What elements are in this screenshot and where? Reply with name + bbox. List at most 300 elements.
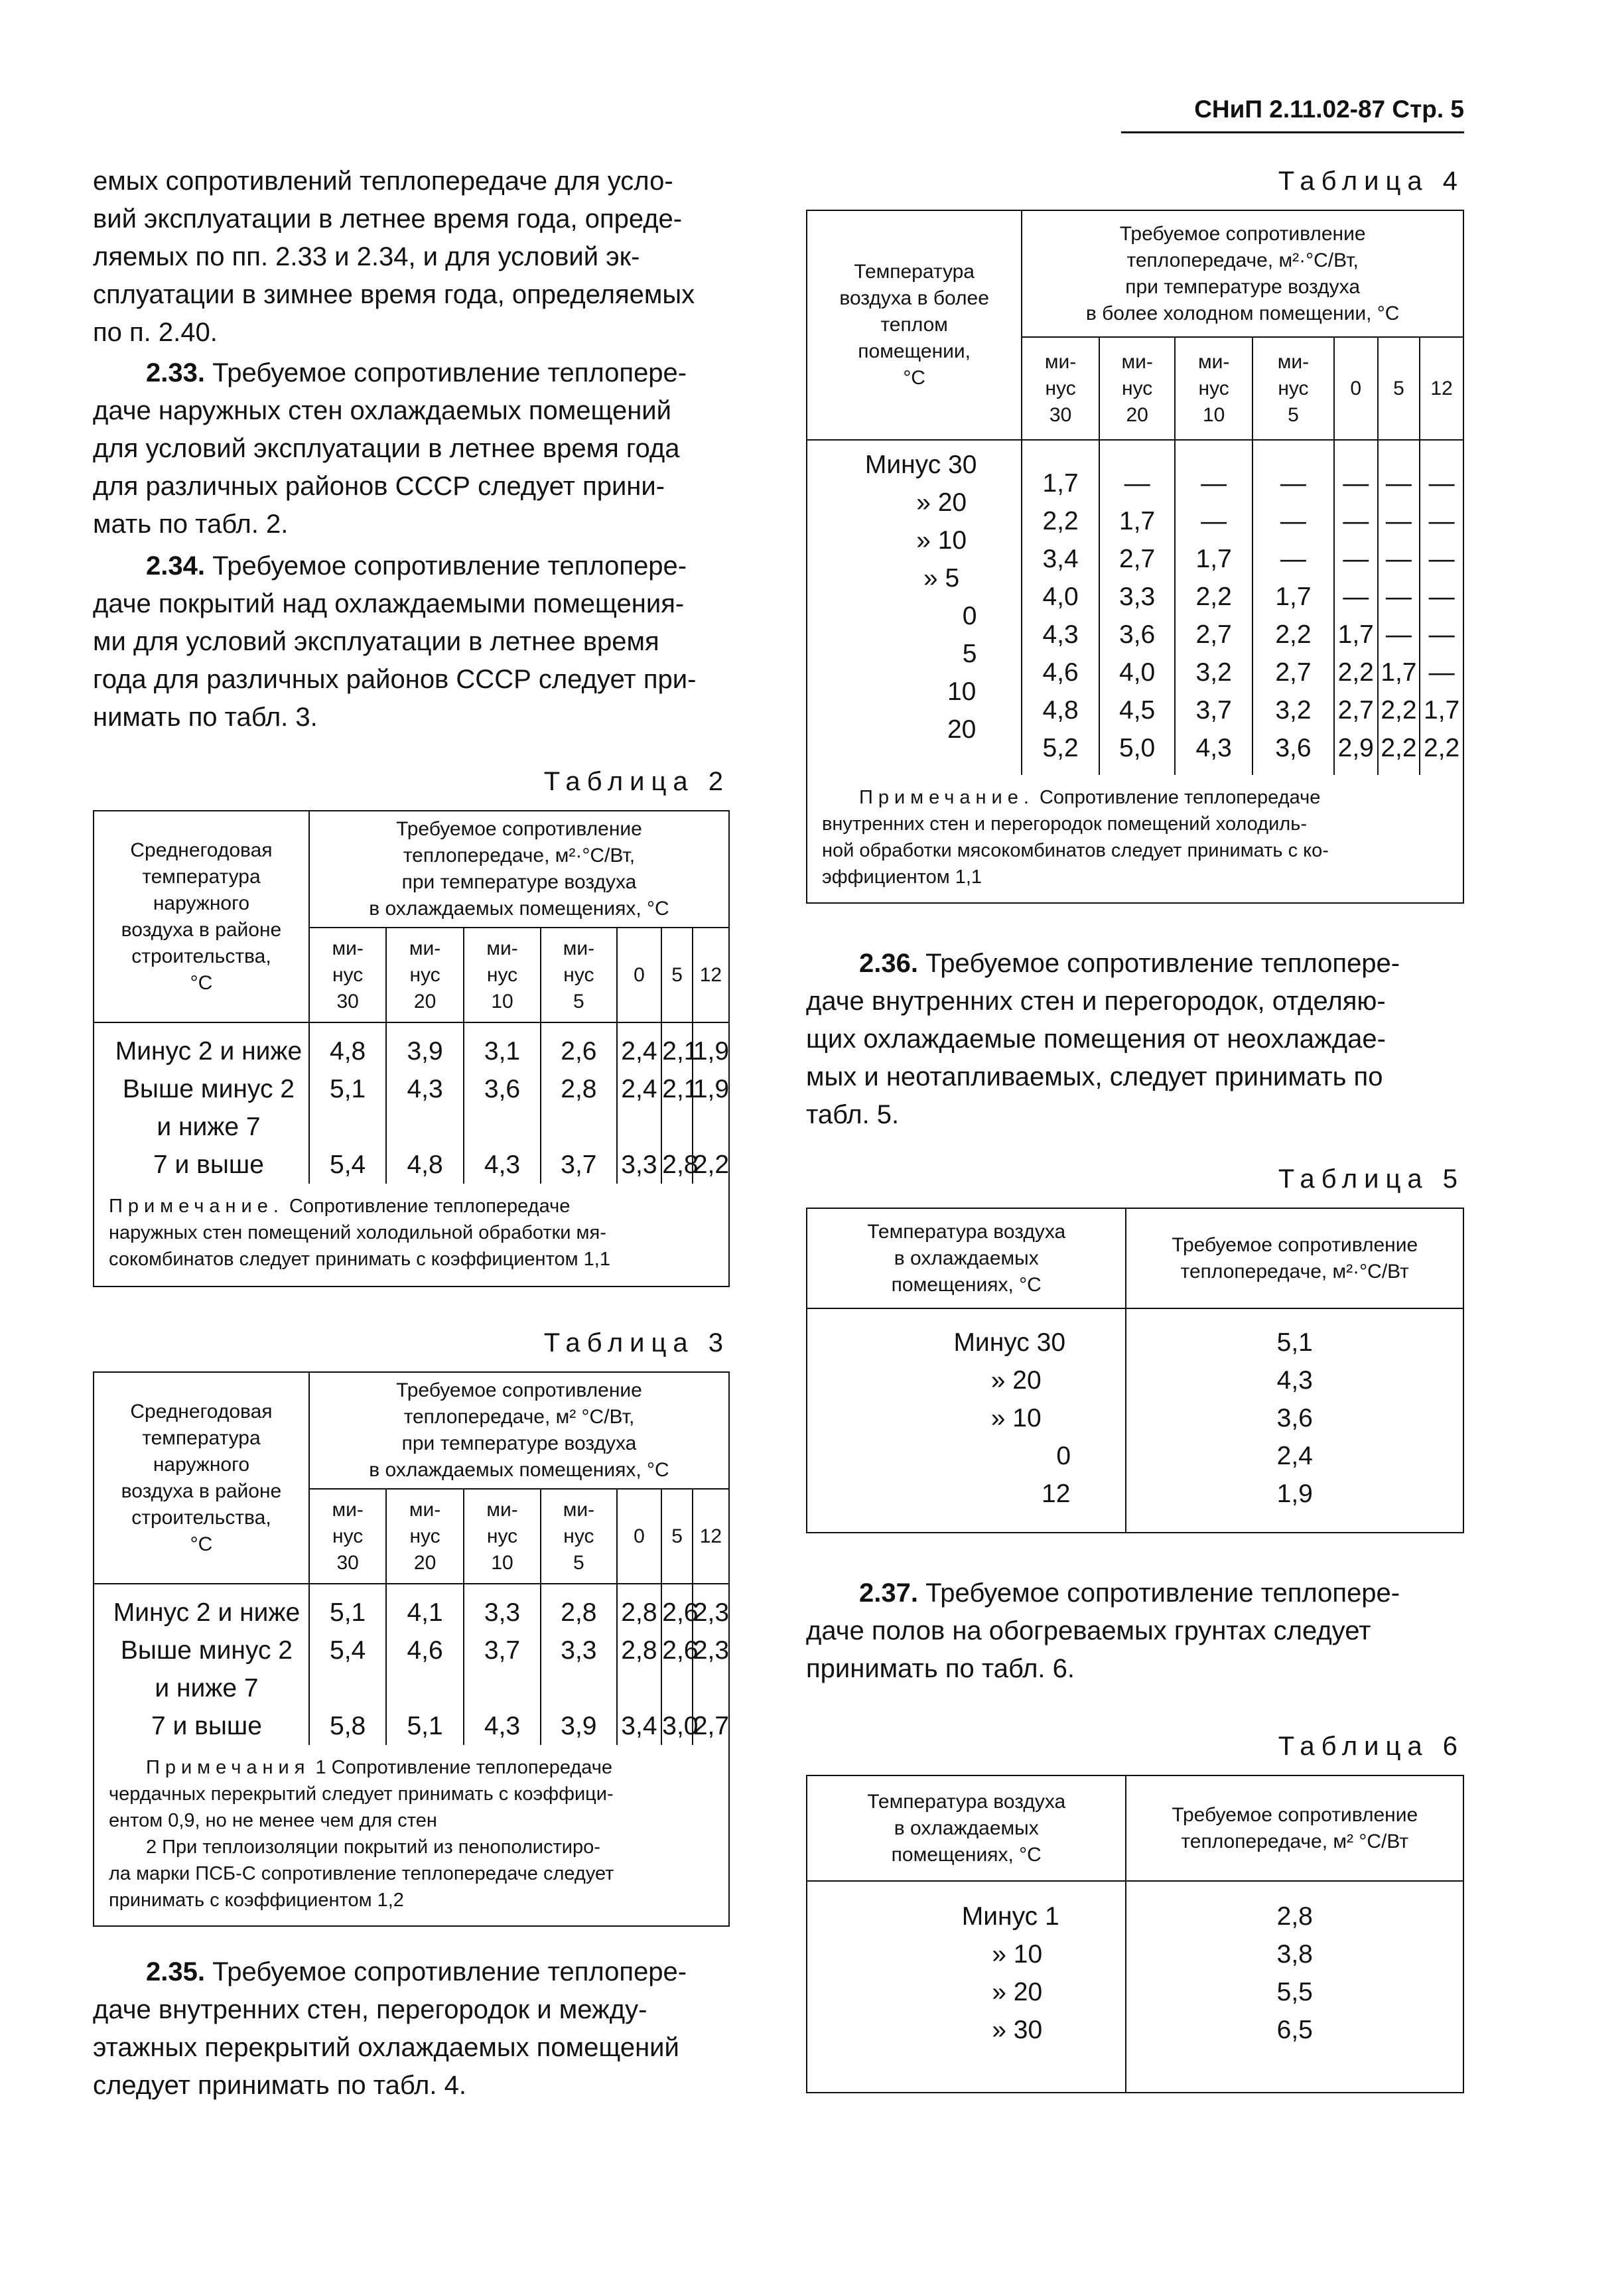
header-line: °С (190, 1533, 213, 1555)
header-line: 10 (491, 1551, 513, 1574)
column-header-5: 5 (1378, 337, 1420, 440)
row-label: » 10 (992, 1940, 1043, 1969)
column-header-minus-10 (464, 928, 541, 1022)
table-cell: 4,1 (407, 1598, 443, 1627)
text-line: по п. 2.40. (93, 318, 218, 347)
header-line: теплопередаче, м² °С/Вт, (403, 1406, 635, 1428)
row-label: 0 (962, 602, 977, 630)
intro-paragraph (93, 163, 730, 352)
table-cell: 3,7 (1195, 696, 1232, 725)
table-cell: 5,2 (1042, 734, 1079, 762)
table-cell: 2,7 (1119, 545, 1156, 573)
note-line: ной обработки мясокомбинатов следует принимать с ко- (822, 840, 1329, 861)
table-cell: — (1343, 583, 1369, 611)
column-header-5: 5 (661, 928, 693, 1022)
column-header-12: 12 (693, 1489, 728, 1584)
header-line: Температура (854, 261, 975, 283)
paragraph-number: 2.34. (146, 551, 205, 581)
note-line: 1 Сопротивление теплопередаче (315, 1757, 613, 1778)
header-line: Требуемое сопротивление (396, 1379, 642, 1401)
left-column (93, 163, 730, 2105)
row-label: 20 (947, 715, 977, 744)
table-cell: 2,7 (1275, 658, 1312, 687)
values-column (1126, 1881, 1463, 2092)
note-line: ла марки ПСБ-С сопротивление теплопередаче следует (109, 1863, 614, 1884)
row-label: 7 и выше (151, 1712, 262, 1740)
header-line: теплопередаче, м²·°С/Вт, (1126, 249, 1359, 271)
paragraph-number: 2.37. (859, 1578, 918, 1608)
text-line: табл. 5. (806, 1100, 900, 1129)
table-cell: 4,3 (484, 1150, 521, 1179)
table-cell: 2,4 (621, 1075, 657, 1103)
table-cell: 4,6 (1042, 658, 1079, 687)
table-cell: — (1385, 620, 1412, 649)
table-cell: 3,7 (561, 1150, 597, 1179)
table-cell: — (1428, 545, 1455, 573)
text-line: Требуемое сопротивление теплопере- (204, 358, 687, 387)
row-label: и ниже 7 (157, 1113, 261, 1141)
row-header-cell (94, 811, 309, 1022)
table-3-caption: Таблица 3 (543, 1328, 730, 1357)
row-labels (807, 1881, 1126, 2092)
paragraph-2-36 (806, 945, 1464, 1134)
table-cell: 1,9 (693, 1075, 730, 1103)
table-cell: 2,8 (621, 1598, 657, 1627)
table-cell: 2,2 (1424, 734, 1460, 762)
table-cell: 2,1 (662, 1075, 699, 1103)
table-cell: — (1280, 507, 1306, 535)
header-line: температура (142, 865, 261, 888)
header-line: в охлаждаемых помещениях, °С (369, 1459, 669, 1481)
table-cell: 4,5 (1119, 696, 1156, 725)
table-cell: — (1428, 469, 1455, 498)
table-cell: 1,7 (1195, 545, 1232, 573)
note-heading: Примечание. (109, 1196, 284, 1217)
row-label: 10 (947, 677, 977, 706)
row-label: Выше минус 2 (120, 1636, 293, 1665)
header-line: нус (1198, 377, 1229, 399)
table-cell: 4,3 (1042, 620, 1079, 649)
header-line: °С (190, 971, 213, 994)
table-3 (93, 1371, 730, 1927)
table-cell: 1,7 (1119, 507, 1156, 535)
table-cell: 2,7 (693, 1712, 730, 1740)
note-line: Сопротивление теплопередаче (1039, 787, 1321, 808)
header-line: строительства, (131, 945, 271, 967)
row-label: 7 и выше (153, 1150, 264, 1179)
text-line: этажных перекрытий охлаждаемых помещений (93, 2033, 679, 2062)
table-cell: 2,2 (1042, 507, 1079, 535)
table-cell: 3,2 (1195, 658, 1232, 687)
header-line: в охлаждаемых (894, 1247, 1039, 1269)
row-label: » 10 (916, 526, 967, 555)
text-line: года для различных районов СССР следует при- (93, 665, 697, 694)
table-cell: — (1343, 545, 1369, 573)
row-label: Минус 2 и ниже (115, 1037, 303, 1066)
row-header-cell (94, 1373, 309, 1584)
row-labels (807, 440, 1022, 775)
header-line: Требуемое сопротивление (1172, 1233, 1418, 1256)
header-line: Требуемое сопротивление (396, 818, 642, 840)
table-cell: 5,8 (330, 1712, 366, 1740)
table-cell: 5,1 (1276, 1328, 1313, 1357)
values-column (693, 1022, 728, 1184)
paragraph-2-35 (93, 1953, 730, 2105)
table-cell: — (1124, 469, 1150, 498)
header-line: 5 (1288, 403, 1299, 426)
header-line: воздуха в районе (121, 1480, 282, 1502)
table-cell: 3,6 (484, 1075, 521, 1103)
table-cell: 2,4 (1276, 1442, 1313, 1470)
values-column (464, 1022, 541, 1184)
text-line: даче покрытий над охлаждаемыми помещения- (93, 589, 685, 618)
values-column (386, 1584, 463, 1745)
header-line: при температуре воздуха (401, 871, 637, 893)
row-label: » 20 (992, 1978, 1043, 2006)
table-cell: 2,2 (1337, 658, 1374, 687)
table-cell: 2,1 (662, 1037, 699, 1066)
text-line: следует принимать по табл. 4. (93, 2071, 466, 2100)
table-cell: 5,1 (407, 1712, 443, 1740)
text-line: даче внутренних стен, перегородок и между- (93, 1995, 647, 2024)
row-label: » 20 (916, 488, 967, 517)
table-cell: 3,3 (621, 1150, 657, 1179)
text-line: даче наружных стен охлаждаемых помещений (93, 396, 671, 425)
header-line: нус (563, 963, 594, 986)
column-header-minus-30 (309, 1489, 386, 1584)
header-line: Температура воздуха (867, 1220, 1066, 1243)
header-line: ми- (1044, 350, 1077, 373)
text-line: принимать по табл. 6. (806, 1654, 1075, 1683)
text-line: даче внутренних стен и перегородок, отделяю- (806, 987, 1386, 1016)
right-column (806, 163, 1464, 2093)
table-cell: 5,1 (330, 1598, 366, 1627)
table-cell: 4,3 (484, 1712, 521, 1740)
header-line: нус (409, 963, 440, 986)
paragraph-number: 2.36. (859, 949, 918, 978)
column-header-temperature (807, 1776, 1126, 1881)
header-line: нус (409, 1525, 440, 1547)
table-cell: — (1428, 507, 1455, 535)
header-line: ми- (486, 937, 518, 959)
text-line: емых сопротивлений теплопередаче для усло- (93, 167, 673, 196)
header-line: помещениях, °С (891, 1273, 1042, 1296)
row-label: 12 (1042, 1480, 1071, 1508)
table-cell: 5,1 (330, 1075, 366, 1103)
header-line: нус (332, 963, 364, 986)
column-header-minus-5 (541, 1489, 616, 1584)
table-cell: — (1201, 469, 1227, 498)
table-cell: — (1428, 620, 1455, 649)
note-line: эффициентом 1,1 (822, 867, 982, 888)
column-header-0: 0 (1334, 337, 1378, 440)
text-line: сплуатации в зимнее время года, определяемых (93, 280, 695, 309)
header-line: в охлаждаемых (894, 1817, 1039, 1839)
header-line: в охлаждаемых помещениях, °С (369, 898, 669, 920)
row-label: » 30 (992, 2016, 1043, 2044)
table-cell: 3,6 (1119, 620, 1156, 649)
header-line: 10 (1202, 403, 1225, 426)
values-column (1378, 440, 1420, 775)
values-column (1252, 440, 1334, 775)
row-label: 5 (962, 640, 977, 668)
column-header-minus-30 (309, 928, 386, 1022)
values-column (309, 1584, 386, 1745)
table-cell: 2,6 (662, 1636, 699, 1665)
values-column (661, 1022, 699, 1184)
table-cell: 1,7 (1381, 658, 1417, 687)
row-label: Минус 1 (961, 1902, 1059, 1931)
header-line: при температуре воздуха (1125, 275, 1360, 298)
note-line: наружных стен помещений холодильной обработки мя- (109, 1222, 606, 1243)
table-cell: 2,3 (693, 1636, 730, 1665)
column-header-minus-20 (1099, 337, 1175, 440)
table-cell: 5,4 (330, 1636, 366, 1665)
table-cell: 3,3 (484, 1598, 521, 1627)
table-cell: 2,2 (1195, 583, 1232, 611)
values-column (1175, 440, 1252, 775)
table-2-caption: Таблица 2 (543, 767, 730, 796)
header-line: в более холодном помещении, °С (1085, 302, 1400, 324)
header-line: нус (486, 1525, 518, 1547)
table-cell: 5,5 (1276, 1978, 1313, 2006)
table-cell: 1,9 (1276, 1480, 1313, 1508)
values-column (1099, 440, 1175, 775)
table-4-note (807, 775, 1463, 902)
header-line: 10 (491, 990, 513, 1012)
row-label: Минус 2 и ниже (113, 1598, 301, 1627)
table-cell: 1,9 (693, 1037, 730, 1066)
header-line: нус (1278, 377, 1309, 399)
table-cell: — (1280, 469, 1306, 498)
column-group-header (309, 1373, 728, 1489)
header-line: теплом (880, 314, 948, 336)
row-label: Минус 30 (953, 1328, 1066, 1357)
row-label: 0 (1056, 1442, 1071, 1470)
table-cell: 3,6 (1276, 1404, 1313, 1432)
note-line: Сопротивление теплопередаче (289, 1196, 571, 1217)
text-line: нимать по табл. 3. (93, 703, 318, 732)
table-cell: 3,1 (484, 1037, 521, 1066)
table-cell: 2,2 (1275, 620, 1312, 649)
header-line: теплопередаче, м² °С/Вт (1181, 1830, 1409, 1852)
column-header-resistance (1126, 1209, 1463, 1308)
note-line: ентом 0,9, но не менее чем для стен (109, 1810, 437, 1831)
header-line: 20 (413, 1551, 437, 1574)
paragraph-2-37 (806, 1574, 1464, 1688)
table-5 (806, 1208, 1464, 1533)
header-line: наружного (153, 1453, 250, 1476)
paragraph-number: 2.33. (146, 358, 205, 387)
table-cell: 3,6 (1275, 734, 1312, 762)
header-line: нус (332, 1525, 364, 1547)
table-5-caption: Таблица 5 (1278, 1164, 1464, 1194)
text-line: мых и неотапливаемых, следует принимать по (806, 1062, 1383, 1091)
column-group-header (309, 811, 728, 928)
table-cell: 5,0 (1119, 734, 1156, 762)
running-header: СНиП 2.11.02-87 Стр. 5 (1194, 96, 1464, 123)
header-line: нус (486, 963, 518, 986)
table-cell: 2,7 (1337, 696, 1374, 725)
header-line: ми- (332, 1498, 364, 1521)
table-cell: 3,8 (1276, 1940, 1313, 1969)
header-line: нус (563, 1525, 594, 1547)
note-line: внутренних стен и перегородок помещений холодиль- (822, 813, 1307, 835)
table-cell: 4,0 (1042, 583, 1079, 611)
table-cell: 2,3 (693, 1598, 730, 1627)
header-line: 20 (1126, 403, 1148, 426)
text-line: для различных районов СССР следует прини- (93, 472, 665, 501)
table-cell: 4,8 (330, 1037, 366, 1066)
table-cell: — (1280, 545, 1306, 573)
header-line: Требуемое сопротивление (1119, 222, 1366, 245)
table-cell: 2,8 (621, 1636, 657, 1665)
values-column (1126, 1308, 1463, 1532)
header-line: строительства, (131, 1506, 271, 1529)
values-column (1334, 440, 1378, 775)
header-line: воздуха в районе (121, 918, 282, 941)
table-cell: — (1385, 545, 1412, 573)
table-cell: 6,5 (1276, 2016, 1313, 2044)
header-line: Среднегодовая (130, 1400, 273, 1423)
text-line: Требуемое сопротивление теплопере- (917, 949, 1400, 978)
column-header-0: 0 (617, 1489, 662, 1584)
text-line: даче полов на обогреваемых грунтах следует (806, 1616, 1371, 1645)
header-line: ми- (332, 937, 364, 959)
table-cell: 2,2 (1381, 696, 1417, 725)
table-cell: 2,4 (621, 1037, 657, 1066)
column-header-resistance (1126, 1776, 1463, 1881)
table-4 (806, 210, 1464, 904)
column-header-12: 12 (693, 928, 728, 1022)
text-line: ляемых по пп. 2.33 и 2.34, и для условий эк- (93, 242, 640, 271)
table-cell: 4,3 (1276, 1366, 1313, 1395)
header-line: Среднегодовая (130, 839, 273, 861)
table-3-note (94, 1745, 728, 1925)
table-cell: 3,3 (1119, 583, 1156, 611)
header-line: при температуре воздуха (401, 1432, 637, 1454)
header-line: ми- (563, 1498, 595, 1521)
table-cell: 2,7 (1195, 620, 1232, 649)
column-header-minus-10 (464, 1489, 541, 1584)
table-cell: 3,3 (561, 1636, 597, 1665)
header-line: теплопередаче, м²·°С/Вт (1180, 1260, 1409, 1283)
table-cell: — (1385, 507, 1412, 535)
table-cell: 3,9 (407, 1037, 443, 1066)
table-cell: 4,3 (1195, 734, 1232, 762)
text-line: мать по табл. 2. (93, 510, 289, 539)
header-line: Требуемое сопротивление (1172, 1803, 1418, 1826)
table-2-note (94, 1184, 728, 1286)
header-line: ми- (1121, 350, 1153, 373)
table-cell: 3,9 (561, 1712, 597, 1740)
table-cell: 2,6 (662, 1598, 699, 1627)
table-cell: — (1385, 469, 1412, 498)
column-header-minus-20 (386, 1489, 463, 1584)
note-line: принимать с коэффициентом 1,2 (109, 1890, 404, 1911)
table-cell: 2,9 (1337, 734, 1374, 762)
values-column (541, 1584, 616, 1745)
values-column (661, 1584, 699, 1745)
header-line: нус (1045, 377, 1076, 399)
row-label: Минус 30 (864, 451, 977, 479)
table-cell: 1,7 (1337, 620, 1374, 649)
values-column (541, 1022, 616, 1184)
table-2 (93, 810, 730, 1287)
table-cell: 4,3 (407, 1075, 443, 1103)
column-header-minus-5 (1252, 337, 1334, 440)
row-labels (94, 1022, 309, 1184)
table-cell: — (1343, 469, 1369, 498)
text-line: Требуемое сопротивление теплопере- (204, 551, 687, 581)
values-column (617, 1022, 662, 1184)
header-line: наружного (153, 892, 250, 914)
table-cell: 2,8 (662, 1150, 699, 1179)
table-cell: 1,7 (1424, 696, 1460, 725)
paragraph-2-34 (93, 547, 730, 736)
header-line: 30 (336, 990, 359, 1012)
row-labels (807, 1308, 1126, 1532)
header-line: 5 (573, 990, 584, 1012)
header-line: ми- (1197, 350, 1230, 373)
table-cell: 3,4 (621, 1712, 657, 1740)
note-heading: Примечания (146, 1757, 310, 1778)
header-line: 5 (573, 1551, 584, 1574)
header-line: °С (903, 367, 925, 389)
table-cell: 4,0 (1119, 658, 1156, 687)
header-line: ми- (409, 1498, 441, 1521)
table-4-caption: Таблица 4 (1278, 167, 1464, 196)
text-line: вий эксплуатации в летнее время года, опреде- (93, 204, 683, 234)
column-header-5: 5 (661, 1489, 693, 1584)
paragraph-2-33 (93, 354, 730, 543)
column-group-header (1022, 211, 1463, 337)
header-line: помещениях, °С (891, 1843, 1042, 1866)
table-cell: 1,7 (1275, 583, 1312, 611)
table-cell: — (1343, 507, 1369, 535)
values-column (693, 1584, 728, 1745)
header-line: ми- (563, 937, 595, 959)
header-line: 30 (1049, 403, 1072, 426)
table-cell: — (1428, 583, 1455, 611)
values-column (309, 1022, 386, 1184)
table-cell: 2,6 (561, 1037, 597, 1066)
row-label: » 5 (923, 564, 960, 592)
table-cell: 2,8 (1276, 1902, 1313, 1931)
header-line: ми- (409, 937, 441, 959)
header-line: нус (1122, 377, 1153, 399)
text-line: щих охлаждаемые помещения от неохлаждае- (806, 1024, 1386, 1054)
text-line: Требуемое сопротивление теплопере- (917, 1578, 1400, 1608)
table-cell: 4,6 (407, 1636, 443, 1665)
column-header-minus-20 (386, 928, 463, 1022)
values-column (1022, 440, 1099, 775)
row-header-cell (807, 211, 1022, 440)
row-label: Выше минус 2 (122, 1075, 295, 1103)
header-line: ми- (1277, 350, 1310, 373)
text-line: Требуемое сопротивление теплопере- (204, 1957, 687, 1986)
table-cell: 2,8 (561, 1075, 597, 1103)
table-cell: 2,2 (1381, 734, 1417, 762)
header-line: 20 (413, 990, 437, 1012)
column-header-12: 12 (1420, 337, 1463, 440)
column-header-0: 0 (617, 928, 662, 1022)
table-6-caption: Таблица 6 (1278, 1732, 1464, 1761)
table-cell: 2,2 (693, 1150, 730, 1179)
table-cell: — (1428, 658, 1455, 687)
column-header-minus-30 (1022, 337, 1099, 440)
row-label: » 10 (990, 1404, 1042, 1432)
